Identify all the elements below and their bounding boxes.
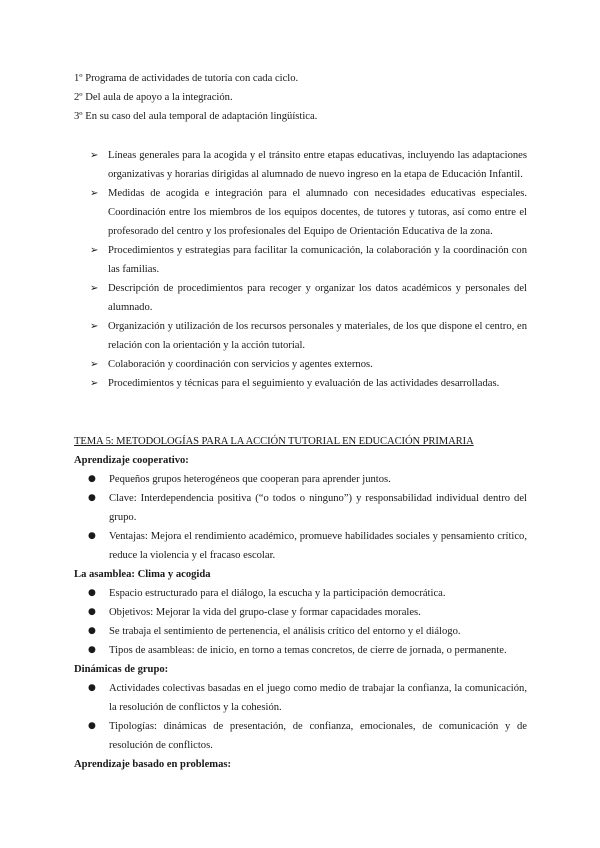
list-item xyxy=(74,717,527,755)
arrow-bullet-icon: ➢ xyxy=(90,150,99,161)
subsection-title: Aprendizaje cooperativo: xyxy=(74,455,189,466)
list-item xyxy=(74,489,527,527)
list-item xyxy=(90,184,527,241)
arrow-bullet-list xyxy=(90,146,527,393)
list-item xyxy=(74,603,527,622)
list-item-text: Pequeños grupos heterogéneos que cooperan para aprender juntos. xyxy=(109,474,391,485)
list-item-text: Descripción de procedimientos para recoger y organizar los datos académicos y personales del alumnado. xyxy=(108,283,527,313)
list-item-text: Medidas de acogida e integración para el alumnado con necesidades educativas especiales. Coordinación entre los miembros de los equipos docentes, de tutores y tutoras, así como entre el profesorado del centro y los profesionales del Equipo de Orientación Educativa de la zona. xyxy=(108,188,527,237)
list-item xyxy=(90,279,527,317)
list-item xyxy=(74,622,527,641)
list-item xyxy=(74,679,527,717)
list-item-text: Procedimientos y técnicas para el seguimiento y evaluación de las actividades desarrolladas. xyxy=(108,378,500,389)
list-item xyxy=(90,146,527,184)
numbered-list xyxy=(74,69,534,126)
bullet-dot-icon: ● xyxy=(88,493,96,503)
arrow-bullet-icon: ➢ xyxy=(90,321,99,332)
bullet-list xyxy=(74,679,527,755)
list-item xyxy=(74,527,527,565)
list-item-text: Objetivos: Mejorar la vida del grupo-clase y formar capacidades morales. xyxy=(109,607,421,618)
list-item-text: Se trabaja el sentimiento de pertenencia, el análisis crítico del entorno y el diálogo. xyxy=(109,626,461,637)
numbered-item: 3º En su caso del aula temporal de adaptación lingüística. xyxy=(74,111,318,122)
list-item-text: Tipologías: dinámicas de presentación, de confianza, emocionales, de comunicación y de resolución de conflictos. xyxy=(109,721,527,751)
list-item xyxy=(74,584,527,603)
list-item-text: Líneas generales para la acogida y el tránsito entre etapas educativas, incluyendo las adaptaciones organizativas y horarias dirigidas al alumnado de nuevo ingreso en la etapa de Educación Infantil. xyxy=(108,150,527,180)
list-item-text: Organización y utilización de los recursos personales y materiales, de los que dispone el centro, en relación con la orientación y la acción tutorial. xyxy=(108,321,527,351)
list-item xyxy=(90,355,527,374)
arrow-bullet-icon: ➢ xyxy=(90,245,99,256)
list-item xyxy=(90,241,527,279)
list-item-text: Ventajas: Mejora el rendimiento académico, promueve habilidades sociales y pensamiento crítico, reduce la violencia y el fracaso escolar. xyxy=(109,531,527,561)
bullet-list xyxy=(74,584,527,660)
bullet-dot-icon: ● xyxy=(88,474,96,484)
numbered-item: 1º Programa de actividades de tutoría con cada ciclo. xyxy=(74,73,299,84)
subsection-title: Dinámicas de grupo: xyxy=(74,664,169,675)
list-item-text: Colaboración y coordinación con servicios y agentes externos. xyxy=(108,359,373,370)
bullet-dot-icon: ● xyxy=(88,645,96,655)
list-item-text: Tipos de asambleas: de inicio, en torno a temas concretos, de cierre de jornada, o permanente. xyxy=(109,645,507,656)
tema-section xyxy=(74,432,534,774)
bullet-dot-icon: ● xyxy=(88,683,96,693)
bullet-dot-icon: ● xyxy=(88,607,96,617)
list-item xyxy=(74,470,527,489)
list-item xyxy=(90,317,527,355)
list-item xyxy=(90,374,527,393)
list-item-text: Espacio estructurado para el diálogo, la escucha y la participación democrática. xyxy=(109,588,446,599)
arrow-bullet-icon: ➢ xyxy=(90,359,99,370)
arrow-bullet-icon: ➢ xyxy=(90,283,99,294)
list-item-text: Procedimientos y estrategias para facilitar la comunicación, la colaboración y la coordinación con las familias. xyxy=(108,245,527,275)
list-item-text: Clave: Interdependencia positiva (“o todos o ninguno”) y responsabilidad individual dentro del grupo. xyxy=(109,493,527,523)
bullet-dot-icon: ● xyxy=(88,721,96,731)
subsection-title: Aprendizaje basado en problemas: xyxy=(74,759,232,770)
list-item xyxy=(74,641,527,660)
bullet-dot-icon: ● xyxy=(88,588,96,598)
numbered-item: 2º Del aula de apoyo a la integración. xyxy=(74,92,233,103)
bullet-list xyxy=(74,470,527,565)
section-heading: TEMA 5: METODOLOGÍAS PARA LA ACCIÓN TUTORIAL EN EDUCACIÓN PRIMARIA xyxy=(74,436,474,447)
arrow-bullet-icon: ➢ xyxy=(90,188,99,199)
bullet-dot-icon: ● xyxy=(88,531,96,541)
list-item-text: Actividades colectivas basadas en el juego como medio de trabajar la confianza, la comunicación, la resolución de conflictos y la cohesión. xyxy=(109,683,527,713)
bullet-dot-icon: ● xyxy=(88,626,96,636)
arrow-bullet-icon: ➢ xyxy=(90,378,99,389)
subsection-title: La asamblea: Clima y acogida xyxy=(74,569,211,580)
